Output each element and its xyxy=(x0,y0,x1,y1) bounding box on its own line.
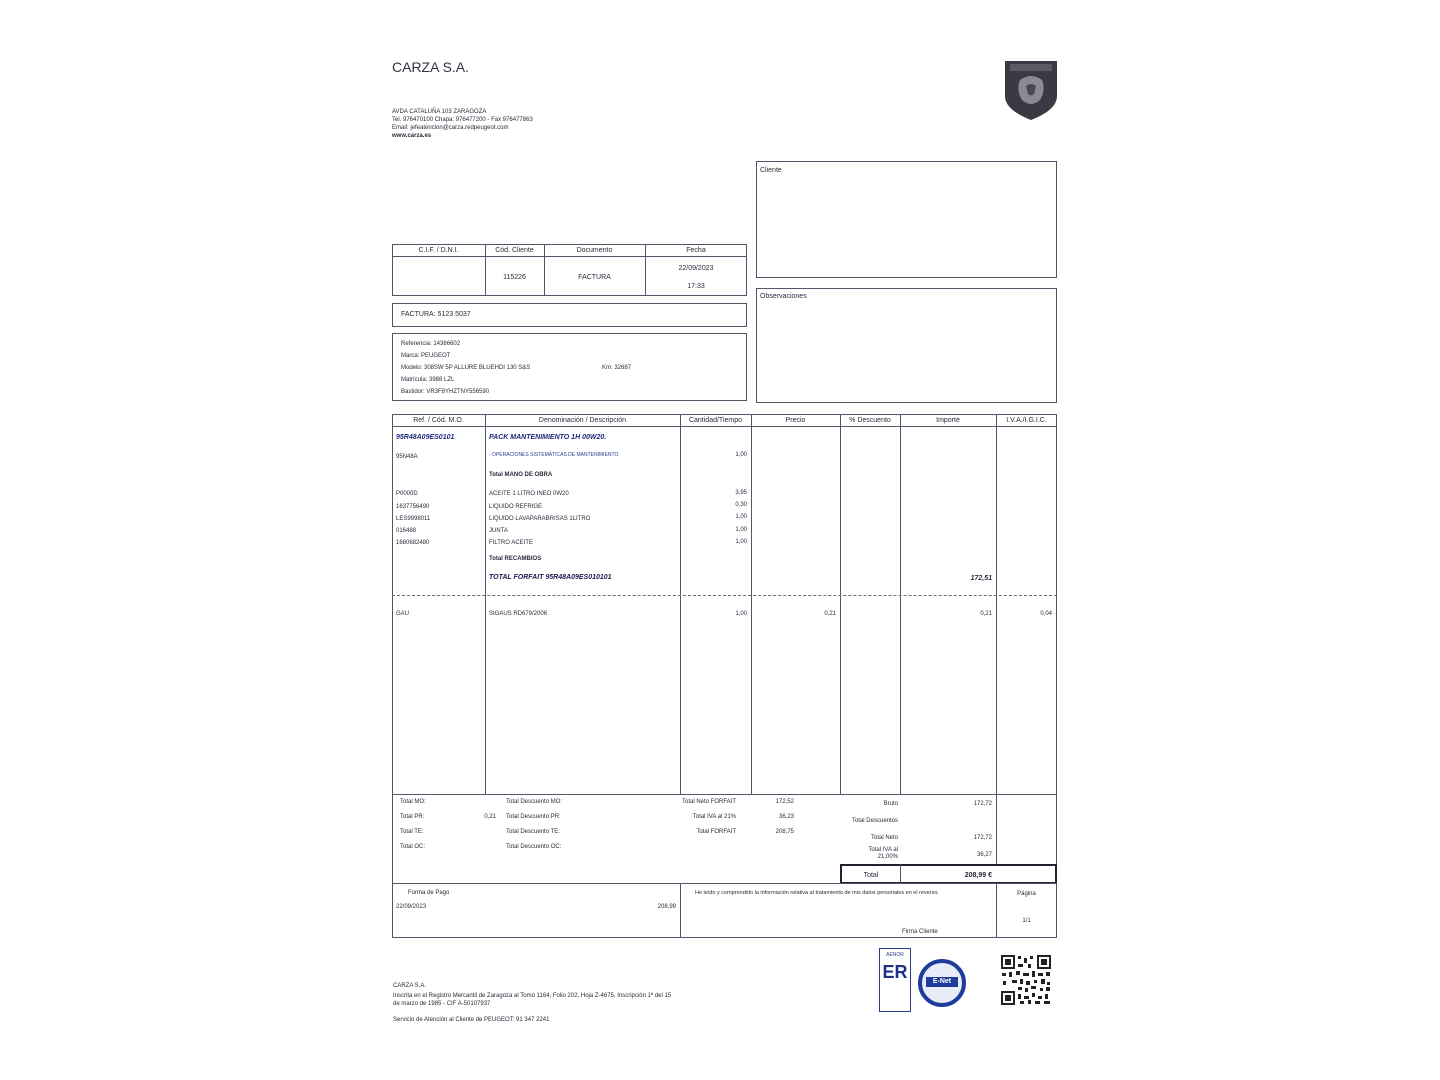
total-parts: Total RECAMBIOS xyxy=(489,556,542,562)
extra-vat: 0,04 xyxy=(1040,611,1052,617)
footer-registry-1: Inscrita en el Registro Mercantil de Zaragoza al Tomo 1164, Folio 202, Hoja Z-4675, Inscripción 1ª del 15 xyxy=(393,993,672,999)
discount-te: Total Descuento TE: xyxy=(506,829,560,835)
footer-registry-2: de marzo de 1985 - CIF A-50107937 xyxy=(393,1001,491,1007)
col-vat: I.V.A./I.G.I.C. xyxy=(1006,417,1047,424)
header-cif: C.I.F. / D.N.I. xyxy=(418,247,459,254)
part-desc: JUNTA xyxy=(489,528,508,534)
vehicle-km: Km: 32687 xyxy=(602,365,632,371)
part-qty: 3,95 xyxy=(735,490,747,496)
page-value: 1/1 xyxy=(1022,918,1031,924)
forfait-vat-label: Total IVA al 21% xyxy=(692,814,736,820)
extra-amount: 0,21 xyxy=(980,611,992,617)
payment-date: 22/09/2023 xyxy=(396,904,427,910)
total-mo-label: Total MO: xyxy=(400,799,426,805)
extra-qty: 1,00 xyxy=(735,611,747,617)
company-email: Email: jefeatencion@carza.redpeugeot.com xyxy=(392,125,509,131)
peugeot-logo xyxy=(1002,58,1060,122)
labour-ref: 95N48A xyxy=(396,454,418,460)
part-desc: LIQUIDO LAVAPARABRISAS 1LITRO xyxy=(489,516,591,522)
payment-amount: 208,99 xyxy=(657,904,676,910)
part-qty: 1,00 xyxy=(735,514,747,520)
total-te-label: Total TE: xyxy=(400,829,424,835)
part-desc: FILTRO ACEITE xyxy=(489,540,533,546)
total-oc-label: Total OC: xyxy=(400,844,426,850)
col-amount: Importe xyxy=(936,417,960,424)
total-labour: Total MANO DE OBRA xyxy=(489,472,553,478)
forfait-total-label: Total FORFAIT xyxy=(696,829,736,835)
total-pr-value: 0,21 xyxy=(484,814,496,820)
enet-label: E-Net xyxy=(926,977,958,987)
footer-service: Servicio de Atención al Cliente de PEUGEOT: 91 347 2241 xyxy=(393,1017,550,1023)
company-web: www.carza.es xyxy=(392,133,432,139)
total-forfait-amount: 172,51 xyxy=(970,575,992,582)
part-desc: ACEITE 1 LITRO INEO 0W20 xyxy=(489,491,569,497)
total-pr-label: Total PR: xyxy=(400,814,425,820)
company-phones: Tel. 976470100 Chapa: 976477200 - Fax 976477863 xyxy=(392,117,533,123)
qr-code xyxy=(1000,954,1052,1006)
vat-label: Total IVA al 21,00% xyxy=(868,847,898,860)
forfait-divider xyxy=(392,595,1057,596)
page-label: Página xyxy=(1017,891,1036,897)
client-box xyxy=(756,161,1057,278)
grand-total-value: 208,99 € xyxy=(964,872,992,879)
col-discount: % Descuento xyxy=(849,417,891,424)
observations-box xyxy=(756,288,1057,403)
privacy-text: He leído y comprendido la información relativa al tratamiento de mis datos personales en el reverso. xyxy=(695,890,939,896)
discounts-label: Total Descuentos xyxy=(851,818,898,824)
header-client-code: Cód. Cliente xyxy=(495,247,534,254)
vehicle-model: Modelo: 308SW 5P ALLURE BLUEHDI 130 S&S xyxy=(401,365,531,371)
vehicle-vin: Bastidor: VR3F8YHZTNY556590 xyxy=(401,389,490,395)
col-quantity: Cantidad/Tiempo xyxy=(688,417,743,424)
extra-ref: GAU xyxy=(396,611,410,617)
observations-label: Observaciones xyxy=(760,293,807,300)
forfait-net-value: 172,52 xyxy=(775,799,794,805)
extra-price: 0,21 xyxy=(824,611,836,617)
part-qty: 1,00 xyxy=(735,527,747,533)
part-qty: 1,00 xyxy=(735,539,747,545)
aenor-code: ER xyxy=(882,962,908,982)
pack-title: PACK MANTENIMIENTO 1H 00W20. xyxy=(489,434,607,441)
discount-oc: Total Descuento OC: xyxy=(506,844,562,850)
forfait-net-label: Total Neto FORFAIT xyxy=(681,799,736,805)
grand-total-label: Total xyxy=(863,872,879,879)
labour-desc: - OPERACIONES SISTEMÁTICAS DE MANTENIMIENTO xyxy=(489,452,619,458)
enet-badge xyxy=(918,959,966,1007)
client-code-value: 115226 xyxy=(503,274,526,281)
header-date: Fecha xyxy=(686,247,706,254)
footer-name: CARZA S.A. xyxy=(393,983,427,989)
net-label: Total Neto xyxy=(870,835,898,841)
forfait-vat-value: 36,23 xyxy=(778,814,794,820)
forfait-total-value: 208,75 xyxy=(775,829,794,835)
aenor-badge xyxy=(879,948,911,1012)
col-ref: Ref. / Cód. M.O. xyxy=(413,417,464,424)
col-description: Denominación / Descripción xyxy=(538,417,627,424)
col-price: Precio xyxy=(785,417,806,424)
extra-desc: SIGAUS RD679/2006 xyxy=(489,611,548,617)
discount-mo: Total Descuento MO: xyxy=(506,799,563,805)
net-value: 172,72 xyxy=(973,835,992,841)
part-desc: LIQUIDO REFRIGE xyxy=(489,504,543,510)
vehicle-reference: Referencia: 14366602 xyxy=(401,341,461,347)
vehicle-plate: Matrícula: 3988 LZL xyxy=(401,377,455,383)
labour-qty: 1,00 xyxy=(735,452,747,458)
vat-value: 36,27 xyxy=(976,852,992,858)
signature-label: Firma Cliente xyxy=(902,929,938,935)
invoice-number: FACTURA: 5123 5037 xyxy=(401,311,471,318)
company-name: CARZA S.A. xyxy=(392,59,470,75)
gross-value: 172,72 xyxy=(973,801,992,807)
part-ref: 1680682480 xyxy=(396,540,430,546)
vehicle-brand: Marca: PEUGEOT xyxy=(401,353,451,359)
pack-ref: 95R48A09ES0101 xyxy=(396,434,455,441)
gross-label: Bruto xyxy=(883,801,898,807)
part-ref: LES9998011 xyxy=(396,516,431,522)
part-ref: P0000D xyxy=(396,491,418,497)
document-value: FACTURA xyxy=(578,274,611,281)
time-value: 17:33 xyxy=(687,283,705,290)
aenor-label: AENOR xyxy=(886,952,904,958)
company-address: AVDA CATALUÑA 103 ZARAGOZA xyxy=(392,109,487,115)
total-forfait-label: TOTAL FORFAIT 95R48A09ES010101 xyxy=(489,574,612,581)
client-label: Cliente xyxy=(760,167,782,174)
payment-label: Forma de Pago xyxy=(408,890,450,896)
part-qty: 0,30 xyxy=(735,502,747,508)
date-value: 22/09/2023 xyxy=(678,265,714,272)
header-document: Documento xyxy=(576,247,613,254)
part-ref: 016488 xyxy=(396,528,417,534)
discount-pr: Total Descuento PR: xyxy=(506,814,561,820)
part-ref: 1637756490 xyxy=(396,504,430,510)
